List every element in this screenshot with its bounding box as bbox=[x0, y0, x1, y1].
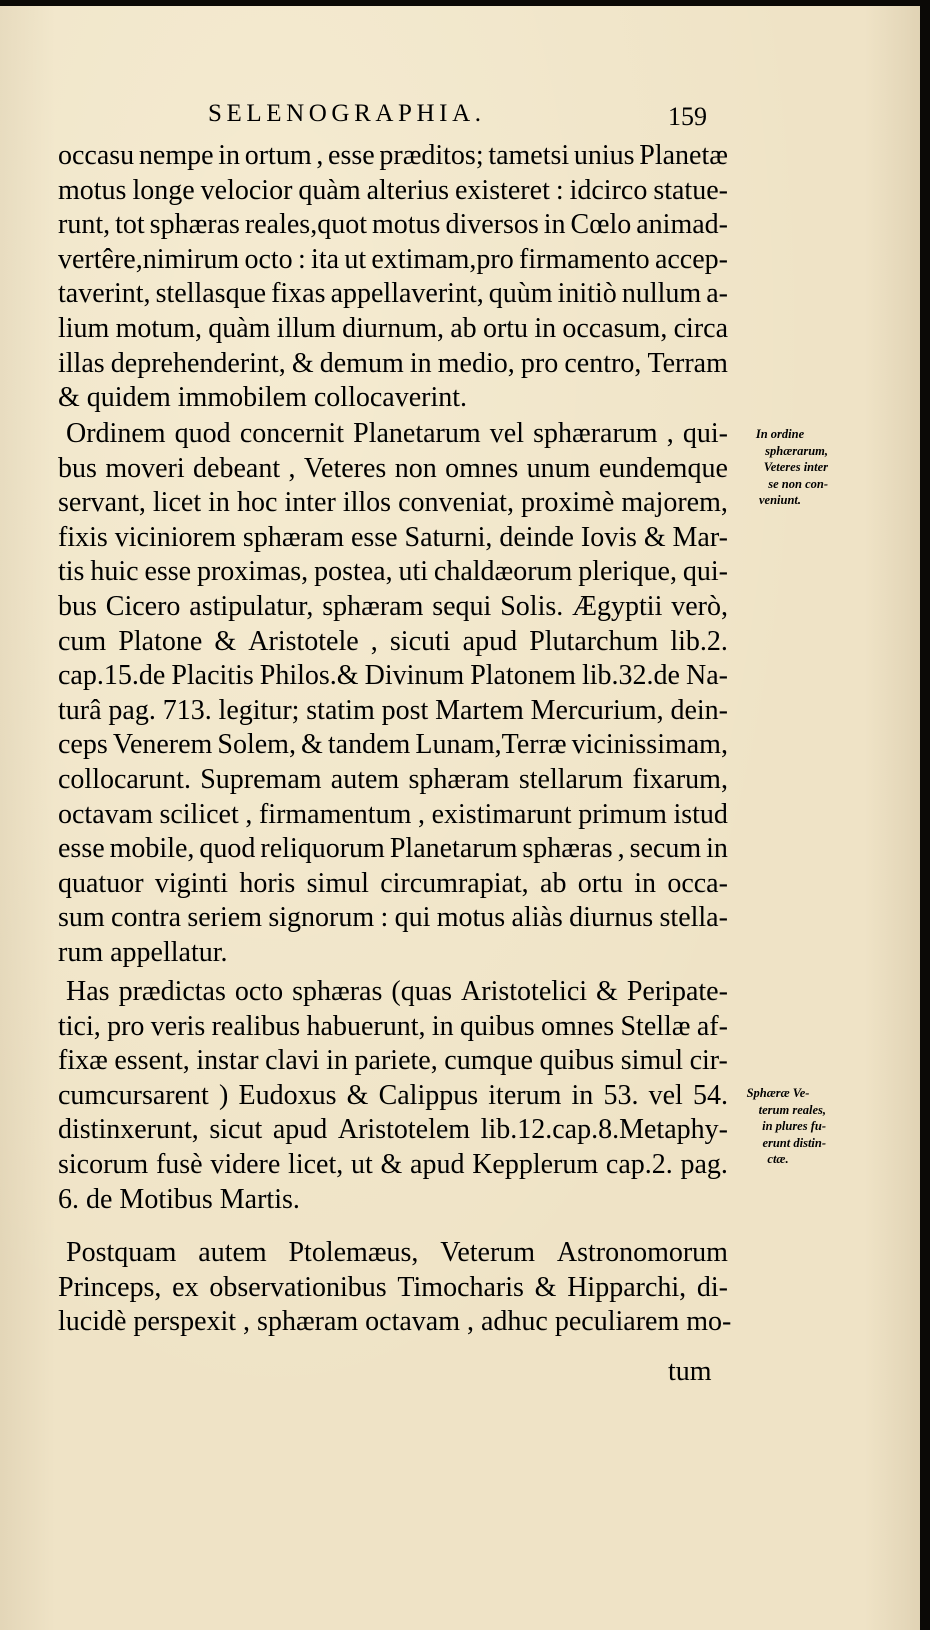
text-line: lucidè perspexit , sphæram octavam , adhuc peculiarem mo- bbox=[58, 1306, 732, 1338]
text-line: motus longe velocior quàm alterius existeret : idcirco statue- bbox=[58, 174, 728, 206]
text-line: fixis viciniorem sphæram esse Saturni, deinde Iovis & Mar- bbox=[58, 521, 728, 553]
paragraph-3 bbox=[58, 975, 728, 1217]
marginal-note-line: sphærarum, bbox=[765, 443, 828, 458]
page-edge-shadow bbox=[920, 0, 930, 1630]
marginal-note-line: Sphæræ Ve- bbox=[746, 1086, 810, 1100]
paragraph-4 bbox=[58, 1236, 732, 1340]
text-line: sicorum fusè videre licet, ut & apud Kepplerum cap.2. pag. bbox=[58, 1148, 728, 1180]
text-line: collocarunt. Supremam autem sphæram stellarum fixarum, bbox=[58, 763, 728, 795]
marginal-note-1 bbox=[732, 426, 828, 509]
running-head bbox=[0, 100, 930, 140]
text-line: Ordinem quod concernit Planetarum vel sphærarum , qui- bbox=[66, 418, 728, 449]
text-line: Princeps, ex observationibus Timocharis & Hipparchi, di- bbox=[58, 1271, 728, 1303]
text-line: quatuor viginti horis simul circumrapiat, ab ortu in occa- bbox=[58, 867, 728, 899]
paragraph-2 bbox=[58, 417, 728, 971]
paragraph-1 bbox=[58, 139, 728, 416]
marginal-note-line: erunt distin- bbox=[762, 1135, 826, 1150]
marginal-note-line: In ordine bbox=[755, 427, 805, 441]
marginal-note-line: Veteres inter bbox=[763, 460, 828, 474]
text-line: vertêre,nimirum octo : ita ut extimam,pro firmamento accep- bbox=[58, 243, 728, 275]
marginal-note-line: terum reales, bbox=[758, 1102, 826, 1117]
text-line: runt, tot sphæras reales,quot motus diversos in Cœlo animad- bbox=[58, 209, 728, 241]
text-line: servant, licet in hoc inter illos conveniat, proximè majorem, bbox=[58, 487, 728, 519]
text-line: tici, pro veris realibus habuerunt, in quibus omnes Stellæ af- bbox=[58, 1010, 728, 1042]
text-line: Postquam autem Ptolemæus, Veterum Astronomorum bbox=[66, 1237, 728, 1268]
text-line: esse mobile, quod reliquorum Planetarum sphæras , secum in bbox=[58, 833, 728, 865]
text-line: Has prædictas octo sphæras (quas Aristotelici & Peripate- bbox=[66, 976, 728, 1007]
text-line: sum contra seriem signorum : qui motus aliàs diurnus stella- bbox=[58, 902, 728, 934]
text-line: cap.15.de Placitis Philos.& Divinum Platonem lib.32.de Na- bbox=[58, 660, 728, 692]
text-line: rum appellatur. bbox=[58, 936, 228, 968]
catchword: tum bbox=[668, 1356, 712, 1387]
text-line: distinxerunt, sicut apud Aristotelem lib.12.cap.8.Metaphy- bbox=[58, 1114, 728, 1146]
text-line: lium motum, quàm illum diurnum, ab ortu in occasum, circa bbox=[58, 312, 728, 344]
text-line: illas deprehenderint, & demum in medio, pro centro, Terram bbox=[58, 347, 728, 379]
text-line: bus moveri debeant , Veteres non omnes unum eundemque bbox=[58, 452, 728, 484]
text-line: tis huic esse proximas, postea, uti chaldæorum plerique, qui- bbox=[58, 556, 728, 588]
text-line: octavam scilicet , firmamentum , existimarunt primum istud bbox=[58, 798, 728, 830]
marginal-note-line: veniunt. bbox=[758, 493, 802, 507]
text-line: 6. de Motibus Martis. bbox=[58, 1183, 300, 1215]
marginal-note-2 bbox=[730, 1085, 826, 1168]
text-line: turâ pag. 713. legitur; statim post Martem Mercurium, dein- bbox=[58, 694, 728, 726]
text-line: cum Platone & Aristotele , sicuti apud Plutarchum lib.2. bbox=[58, 625, 728, 657]
text-line: cumcursarent ) Eudoxus & Calippus iterum in 53. vel 54. bbox=[58, 1079, 728, 1111]
marginal-note-line: in plures fu- bbox=[762, 1119, 826, 1133]
marginal-note-line: se non con- bbox=[768, 476, 828, 491]
text-line: bus Cicero astipulatur, sphæram sequi Solis. Ægyptii verò, bbox=[58, 590, 728, 622]
text-line: taverint, stellasque fixas appellaverint, quùm initiò nullum a- bbox=[58, 278, 728, 310]
running-head-title: SELENOGRAPHIA. bbox=[208, 100, 486, 127]
text-line: ceps Venerem Solem, & tandem Lunam,Terræ vicinissimam, bbox=[58, 729, 728, 761]
text-line: fixæ essent, instar clavi in pariete, cumque quibus simul cir- bbox=[58, 1045, 728, 1077]
text-line: & quidem immobilem collocaverint. bbox=[58, 382, 468, 414]
text-line: occasu nempe in ortum , esse præditos; tametsi unius Planetæ bbox=[58, 140, 728, 171]
page-number: 159 bbox=[668, 102, 707, 131]
marginal-note-line: ctæ. bbox=[767, 1152, 789, 1166]
